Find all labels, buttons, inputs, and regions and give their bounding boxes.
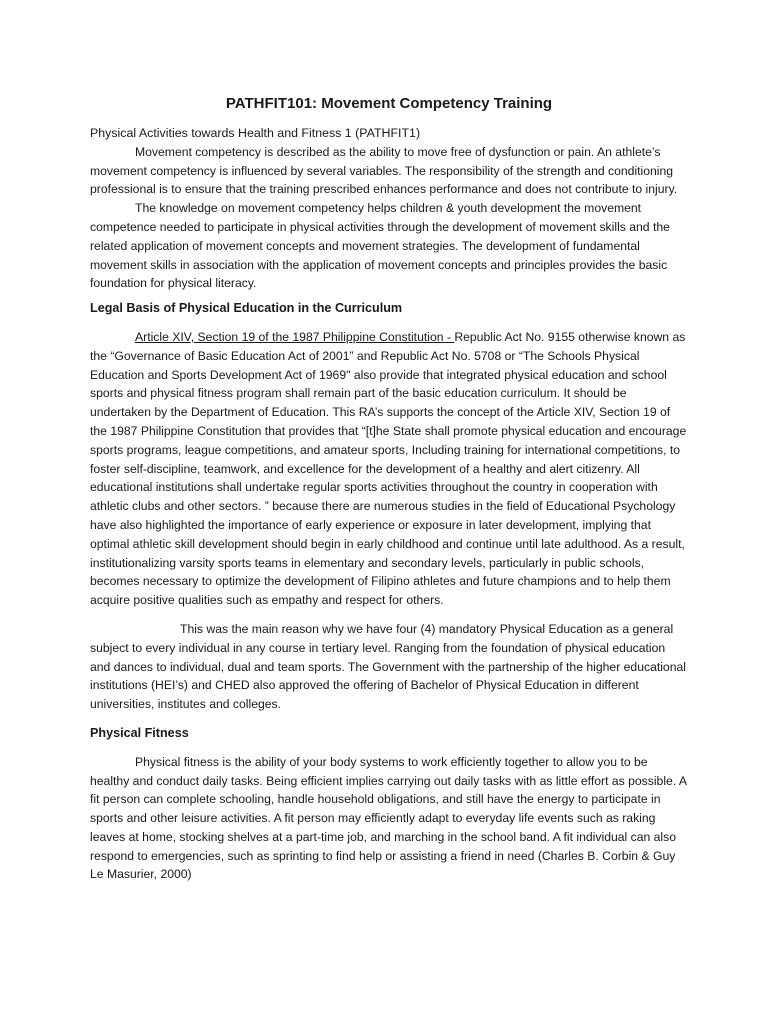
document-title: PATHFIT101: Movement Competency Training xyxy=(225,95,553,112)
physical-fitness-paragraph: Physical fitness is the ability of your body systems to work efficiently together to allow you to be healthy and conduct daily tasks. Being efficient implies carrying out daily tasks with as little effort as possible. A fit person can complete schooling, handle household obligations, and still have the energy to participate in sports and other leisure activities. A fit person may efficiently adapt to everyday life events such as raking leaves at home, stocking shelves at a part-time job, and marching in the school band. A fit individual can also respond to emergencies, such as sprinting to find help or assisting a friend in need (Charles B. Corbin & Guy Le Masurier, 2000) xyxy=(90,754,687,882)
constitution-reference: Article XIV, Section 19 of the 1987 Philippine Constitution - xyxy=(135,329,455,344)
legal-basis-text: Republic Act No. 9155 otherwise known as the “Governance of Basic Education Act of 2001” and Republic Act No. 5708 or “The Schools Physical Education and Sports Development Act of 1969" also provide that integrated physical education and school sports and physical fitness program shall remain part of the basic education curriculum. It should be undertaken by the Department of Education. This RA’s supports the concept of the Article XIV, Section 19 of the 1987 Philippine Constitution that provides that “[t]he State shall promote physical education and encourage sports programs, league competitions, and amateur sports, Including training for international competitions, to foster self-discipline, teamwork, and excellence for the development of a healthy and alert citizenry. All educational institutions shall undertake regular sports activities throughout the country in cooperation with athletic clubs and other sectors. ” because there are numerous studies in the field of Educational Psychology have also highlighted the importance of early experience or exposure in later development, implying that optimal athletic skill development should begin in early childhood and continue until late adulthood. As a result, institutionalizing varsity sports teams in elementary and secondary levels, particularly in public schools, becomes necessary to optimize the development of Filipino athletes and future champions and to help them acquire positive qualities such as empathy and respect for others. xyxy=(90,329,687,608)
legal-basis-heading: Legal Basis of Physical Education in the Curriculum xyxy=(90,301,403,316)
physical-fitness-heading: Physical Fitness xyxy=(90,725,189,740)
intro-paragraph-1: Movement competency is described as the ability to move free of dysfunction or pain. An athlete’s movement competency is influenced by several variables. The responsibility of the strength and conditioning professional is to ensure that the training prescribed enhances performance and does not contribute to injury. xyxy=(90,144,678,197)
intro-paragraph-2: The knowledge on movement competency helps children & youth development the movement competence needed to participate in physical activities through the development of movement skills and the related application of movement concepts and movement strategies. The development of fundamental movement skills in association with the application of movement concepts and principles provides the basic foundation for physical literacy. xyxy=(90,201,670,291)
mandatory-pe-paragraph: This was the main reason why we have four (4) mandatory Physical Education as a general subject to every individual in any course in tertiary level. Ranging from the foundation of physical education and dances to individual, dual and team sports. The Government with the partnership of the higher educational institutions (HEI’s) and CHED also approved the offering of Bachelor of Physical Education in different universities, institutes and colleges. xyxy=(90,621,686,712)
document-subtitle: Physical Activities towards Health and Fitness 1 (PATHFIT1) xyxy=(90,126,421,140)
legal-basis-paragraph xyxy=(90,328,688,610)
